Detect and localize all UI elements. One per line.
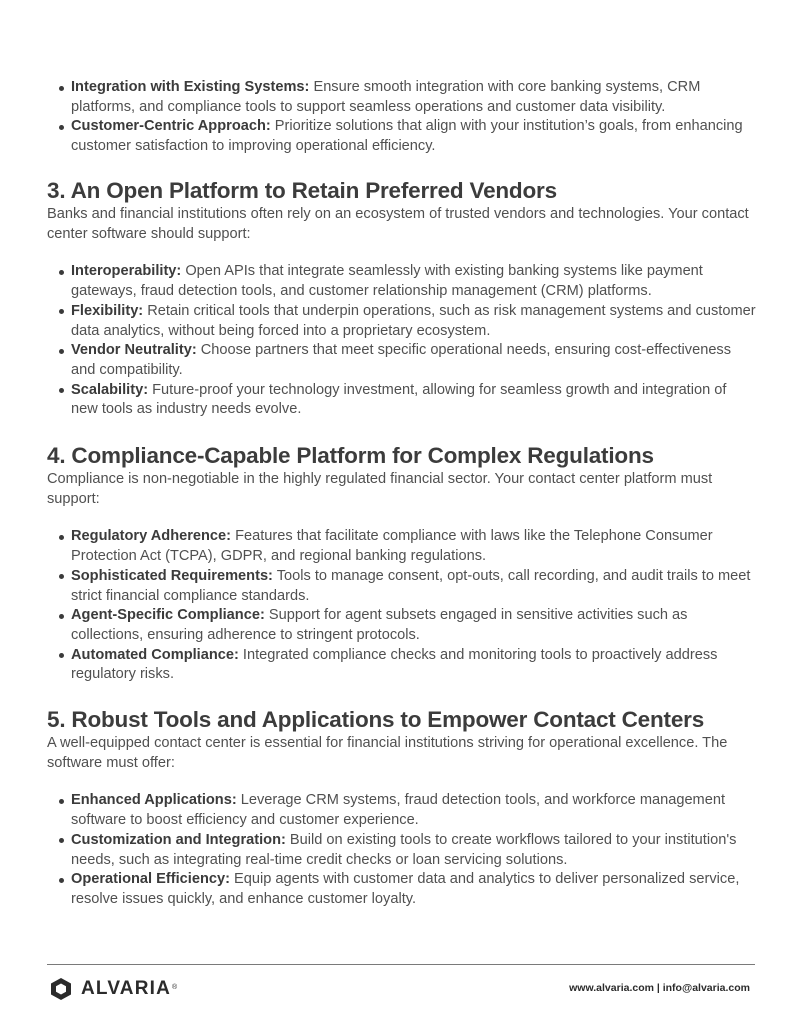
list-item-text: Choose partners that meet specific operational needs, ensuring cost-effectiveness and compatibility.: [71, 342, 732, 378]
alvaria-logo: [50, 976, 177, 1002]
list-item: [47, 831, 757, 870]
footer-contact: www.alvaria.com | info@alvaria.com: [569, 982, 750, 994]
list-item-text: Prioritize solutions that align with your institution’s goals, from enhancing customer satisfaction to improving operational efficiency.: [71, 118, 743, 155]
list-item: [47, 606, 757, 645]
list-item: [47, 567, 757, 606]
list-item-term: Customer-Centric Approach:: [71, 118, 271, 135]
list-item: [47, 870, 757, 909]
section-intro: A well-equipped contact center is essential for financial institutions striving for operational excellence. The software must offer:: [47, 735, 728, 771]
list-item-term: Interoperability:: [71, 263, 182, 280]
list-item: [47, 341, 757, 380]
list-item-text: Future-proof your technology investment, allowing for seamless growth and integration of new tools as industry needs evolve.: [71, 381, 727, 418]
section-heading: 5. Robust Tools and Applications to Empower Contact Centers: [47, 707, 705, 732]
registered-mark: ®: [172, 983, 178, 991]
list-item: [47, 117, 757, 156]
list-item-term: Enhanced Applications:: [71, 792, 237, 809]
list-item: [47, 78, 757, 117]
list-item-text: Retain critical tools that underpin operations, such as risk management systems and customer data analytics, without being forced into a proprietary ecosystem.: [71, 302, 756, 339]
top-bullet-list: [47, 78, 757, 157]
logo-wordmark: ALVARIA: [81, 978, 172, 999]
list-item-text: Features that facilitate compliance with laws like the Telephone Consumer Protection Act (TCPA), GDPR, and regional banking regulations.: [71, 528, 713, 565]
list-item-text: Leverage CRM systems, fraud detection tools, and workforce management software to boost efficiency and customer experience.: [71, 792, 726, 829]
list-item-text: Open APIs that integrate seamlessly with existing banking systems like payment gateways, fraud detection tools, and customer relationship management (CRM) platforms.: [71, 263, 703, 300]
list-item-text: Integrated compliance checks and monitoring tools to proactively address regulatory risks.: [71, 646, 718, 683]
section-heading: 4. Compliance-Capable Platform for Complex Regulations: [47, 443, 654, 468]
list-item-term: Regulatory Adherence:: [71, 528, 232, 545]
section-intro: Compliance is non-negotiable in the highly regulated financial sector. Your contact center platform must support:: [47, 471, 713, 507]
section-robust-tools: [47, 706, 757, 910]
list-item: [47, 527, 757, 566]
section-bullet-list: [47, 527, 757, 685]
section-bullet-list: [47, 262, 757, 420]
alvaria-hexagon-icon: [50, 977, 72, 1001]
list-item-term: Customization and Integration:: [71, 831, 286, 848]
list-item: [47, 381, 757, 420]
list-item: [47, 646, 757, 685]
list-item: [47, 262, 757, 301]
footer-divider: [47, 964, 755, 965]
list-item-term: Sophisticated Requirements:: [71, 567, 273, 584]
list-item-term: Automated Compliance:: [71, 646, 239, 663]
list-item-term: Flexibility:: [71, 302, 144, 319]
section-compliance-platform: [47, 442, 757, 685]
section-intro: Banks and financial institutions often rely on an ecosystem of trusted vendors and technologies. Your contact center software should support:: [47, 206, 749, 242]
section-heading: 3. An Open Platform to Retain Preferred Vendors: [47, 178, 557, 203]
list-item-text: Ensure smooth integration with core banking systems, CRM platforms, and compliance tools to support seamless operations and customer data visibility.: [71, 79, 701, 115]
section-bullet-list: [47, 791, 757, 909]
section-open-platform: [47, 177, 757, 420]
list-item: [47, 302, 757, 341]
list-item-text: Tools to manage consent, opt-outs, call recording, and audit trails to meet strict financial compliance standards.: [71, 567, 751, 604]
list-item-term: Agent-Specific Compliance:: [71, 607, 265, 624]
list-item-term: Scalability:: [71, 381, 149, 398]
list-item-text: Equip agents with customer data and analytics to deliver personalized service, resolve issues quickly, and enhance customer loyalty.: [71, 871, 740, 907]
list-item-text: Support for agent subsets engaged in sensitive activities such as collections, ensuring adherence to stringent protocols.: [71, 607, 688, 643]
document-body: [47, 78, 757, 907]
list-item-term: Vendor Neutrality:: [71, 342, 197, 359]
list-item-term: Integration with Existing Systems:: [71, 79, 310, 95]
list-item-text: Build on existing tools to create workflows tailored to your institution's needs, such as integrating real-time credit checks or loan servicing solutions.: [71, 831, 737, 868]
list-item-term: Operational Efficiency:: [71, 871, 230, 888]
list-item: [47, 791, 757, 830]
